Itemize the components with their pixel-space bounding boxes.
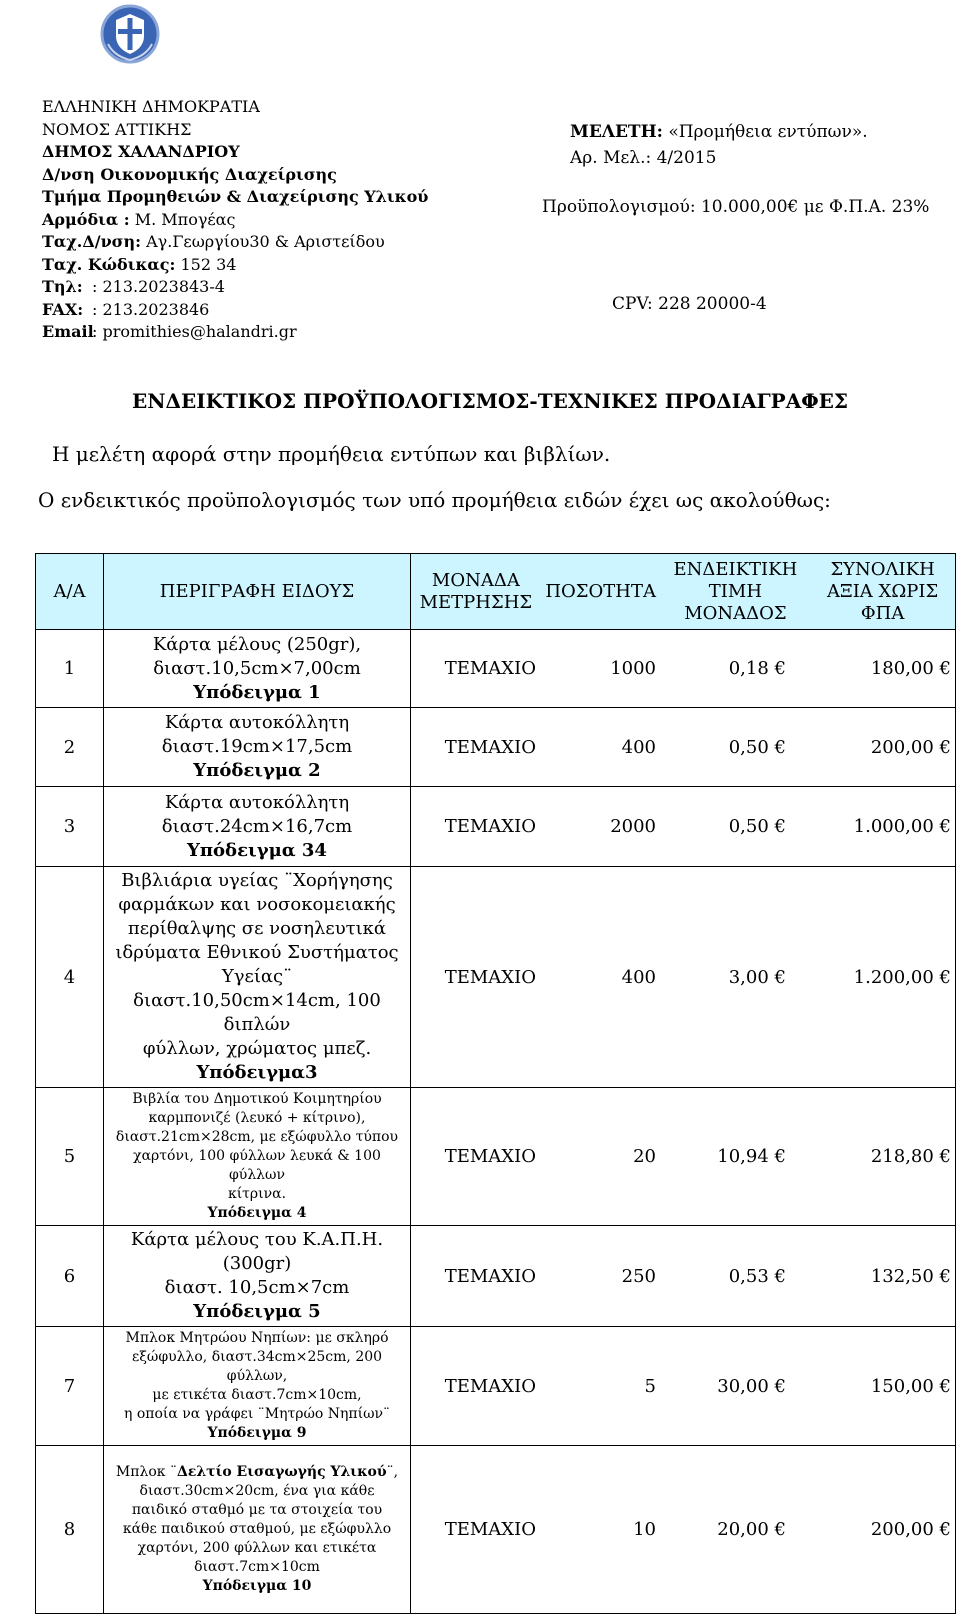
row-unit-price: 0,53 € xyxy=(728,1265,786,1287)
municipality-line: ΔΗΜΟΣ ΧΑΛΑΝΔΡΙΟΥ xyxy=(42,142,240,161)
row-number: 7 xyxy=(36,1327,104,1446)
study-title: ΜΕΛΕΤΗ: «Προμήθεια εντύπων». xyxy=(570,122,868,142)
row-unit: ΤΕΜΑΧΙΟ xyxy=(444,966,536,988)
postcode-line: Ταχ. Κώδικας: 152 34 xyxy=(42,254,237,274)
row-quantity: 20 xyxy=(633,1146,656,1167)
row-unit-price: 20,00 € xyxy=(717,1519,786,1540)
sample-reference: Υπόδειγμα 2 xyxy=(193,760,321,781)
sample-reference: Υπόδειγμα3 xyxy=(196,1062,318,1083)
sample-reference: Υπόδειγμα 4 xyxy=(207,1205,307,1221)
items-table xyxy=(35,553,956,1614)
address-line: Ταχ.Δ/νση: Αγ.Γεωργίου30 & Αριστείδου xyxy=(42,232,385,251)
sample-reference: Υπόδειγμα 1 xyxy=(193,681,321,703)
cpv-line: CPV: 228 20000-4 xyxy=(612,294,767,314)
directorate-line: Δ/νση Οικονομικής Διαχείρισης xyxy=(42,164,337,184)
greek-state-emblem xyxy=(100,4,160,64)
row-description: Κάρτα μέλους του Κ.Α.Π.Η. (300gr) διαστ. 10,5cm×7cm Υπόδειγμα 5 xyxy=(104,1226,411,1327)
row-total: 1.000,00 € xyxy=(853,816,951,837)
row-total: 200,00 € xyxy=(870,736,951,758)
row-total: 218,80 € xyxy=(870,1146,951,1167)
row-description: Μπλοκ Μητρώου Νηπίων: με σκληρό εξώφυλλο, διαστ.34cm×25cm, 200 φύλλων, με ετικέτα διαστ.7cm×10cm, η οποία να γράφει ¨Μητρώο Νηπίων¨ Υπόδειγμα 9 xyxy=(104,1327,411,1446)
row-unit: ΤΕΜΑΧΙΟ xyxy=(444,1146,536,1167)
row-unit-price: 0,50 € xyxy=(728,736,786,758)
row-number: 4 xyxy=(36,867,104,1088)
row-quantity: 5 xyxy=(644,1375,656,1397)
row-description: Βιβλιάρια υγείας ¨Χορήγησης φαρμάκων και νοσοκομειακής περίθαλψης σε νοσηλευτικά ιδρύματα Εθνικού Συστήματος Υγείας¨ διαστ.10,50cm×14cm, 100 διπλών φύλλων, χρώματος μπεζ. Υπόδειγμα3 xyxy=(104,867,411,1088)
intro-paragraph-1: Η μελέτη αφορά στην προμήθεια εντύπων και βιβλίων. xyxy=(52,442,611,466)
row-quantity: 400 xyxy=(621,736,656,758)
budget-line: Προϋπολογισμού: 10.000,00€ με Φ.Π.Α. 23% xyxy=(542,197,930,217)
row-quantity: 10 xyxy=(633,1519,656,1540)
row-total: 1.200,00 € xyxy=(853,966,951,988)
row-number: 1 xyxy=(36,630,104,708)
row-unit: ΤΕΜΑΧΙΟ xyxy=(444,736,536,758)
phone-line: Τηλ: : 213.2023843-4 xyxy=(42,277,225,296)
fax-line: FAX: : 213.2023846 xyxy=(42,299,210,319)
table-row xyxy=(36,630,956,708)
sample-reference: Υπόδειγμα 5 xyxy=(193,1301,321,1322)
row-unit-price: 0,18 € xyxy=(728,658,786,679)
sample-reference: Υπόδειγμα 9 xyxy=(207,1425,307,1441)
table-row xyxy=(36,1327,956,1446)
responsible-line: Αρμόδια : Μ. Μπογέας xyxy=(42,209,236,229)
sample-reference: Υπόδειγμα 34 xyxy=(187,839,327,861)
row-unit-price: 3,00 € xyxy=(728,966,786,988)
table-row xyxy=(36,1088,956,1226)
row-quantity: 1000 xyxy=(610,658,656,679)
row-unit: ΤΕΜΑΧΙΟ xyxy=(444,1265,536,1287)
row-unit: ΤΕΜΑΧΙΟ xyxy=(444,658,536,679)
prefecture-line: ΝΟΜΟΣ ΑΤΤΙΚΗΣ xyxy=(42,119,192,139)
row-unit: ΤΕΜΑΧΙΟ xyxy=(444,1375,536,1397)
country-line: ΕΛΛΗΝΙΚΗ ΔΗΜΟΚΡΑΤΙΑ xyxy=(42,97,260,116)
row-total: 180,00 € xyxy=(870,658,951,679)
row-description: Βιβλία του Δημοτικού Κοιμητηρίου καρμπονιζέ (λευκό + κίτρινο), διαστ.21cm×28cm, με εξώφυλλο τύπου χαρτόνι, 100 φύλλων λευκά & 100 φύλλων κίτρινα. Υπόδειγμα 4 xyxy=(104,1088,411,1226)
row-unit-price: 30,00 € xyxy=(717,1375,786,1397)
table-row xyxy=(36,708,956,787)
header-description: ΠΕΡΙΓΡΑΦΗ ΕΙΔΟΥΣ xyxy=(104,554,411,630)
row-quantity: 250 xyxy=(621,1265,656,1287)
table-row xyxy=(36,787,956,867)
row-unit-price: 10,94 € xyxy=(717,1146,786,1167)
row-description: Κάρτα αυτοκόλλητη διαστ.24cm×16,7cm Υπόδειγμα 34 xyxy=(104,787,411,867)
header-aa: Α/Α xyxy=(36,554,104,630)
study-number: Αρ. Μελ.: 4/2015 xyxy=(570,148,717,168)
row-number: 8 xyxy=(36,1446,104,1614)
header-values xyxy=(411,554,956,630)
row-number: 3 xyxy=(36,787,104,867)
row-description: Κάρτα μέλους (250gr), διαστ.10,5cm×7,00cm Υπόδειγμα 1 xyxy=(104,630,411,708)
email-link[interactable]: : promithies@halandri.gr xyxy=(92,322,297,341)
table-row xyxy=(36,1446,956,1614)
intro-paragraph-2: Ο ενδεικτικός προϋπολογισμός των υπό προμήθεια ειδών έχει ως ακολούθως: xyxy=(38,488,831,512)
row-number: 6 xyxy=(36,1226,104,1327)
row-description: Κάρτα αυτοκόλλητη διαστ.19cm×17,5cm Υπόδειγμα 2 xyxy=(104,708,411,787)
header-unit: ΜΟΝΑΔΑ ΜΕΤΡΗΣΗΣ xyxy=(419,569,533,613)
header-quantity: ΠΟΣΟΤΗΤΑ xyxy=(545,580,656,602)
department-line: Τμήμα Προμηθειών & Διαχείρισης Υλικού xyxy=(42,187,429,206)
issuer-block xyxy=(42,96,428,344)
row-quantity: 400 xyxy=(621,966,656,988)
row-unit: ΤΕΜΑΧΙΟ xyxy=(444,1519,536,1540)
table-row xyxy=(36,867,956,1088)
page-title: ΕΝΔΕΙΚΤΙΚΟΣ ΠΡΟΫΠΟΛΟΓΙΣΜΟΣ-ΤΕΧΝΙΚΕΣ ΠΡΟΔΙΑΓΡΑΦΕΣ xyxy=(131,389,849,413)
row-number: 2 xyxy=(36,708,104,787)
header-total: ΣΥΝΟΛΙΚΗ ΑΞΙΑ ΧΩΡΙΣ ΦΠΑ xyxy=(827,558,939,624)
row-total: 132,50 € xyxy=(870,1265,951,1287)
row-unit-price: 0,50 € xyxy=(728,816,786,837)
table-row xyxy=(36,1226,956,1327)
table-header-row xyxy=(36,554,956,630)
row-quantity: 2000 xyxy=(610,816,656,837)
row-total: 200,00 € xyxy=(870,1519,951,1540)
row-unit: ΤΕΜΑΧΙΟ xyxy=(444,816,536,837)
header-unit-price: ΕΝΔΕΙΚΤΙΚΗ ΤΙΜΗ ΜΟΝΑΔΟΣ xyxy=(673,558,798,624)
sample-reference: Υπόδειγμα 10 xyxy=(202,1578,312,1594)
row-number: 5 xyxy=(36,1088,104,1226)
row-description: Μπλοκ ¨Δελτίο Εισαγωγής Υλικού¨, διαστ.30cm×20cm, ένα για κάθε παιδικό σταθμό με τα στοιχεία του κάθε παιδικού σταθμού, με εξώφυλλο χαρτόνι, 200 φύλλων και ετικέτα διαστ.7cm×10cm Υπόδειγμα 10 xyxy=(104,1446,411,1614)
row-total: 150,00 € xyxy=(870,1375,951,1397)
email-line: Email: promithies@halandri.gr xyxy=(42,322,297,341)
